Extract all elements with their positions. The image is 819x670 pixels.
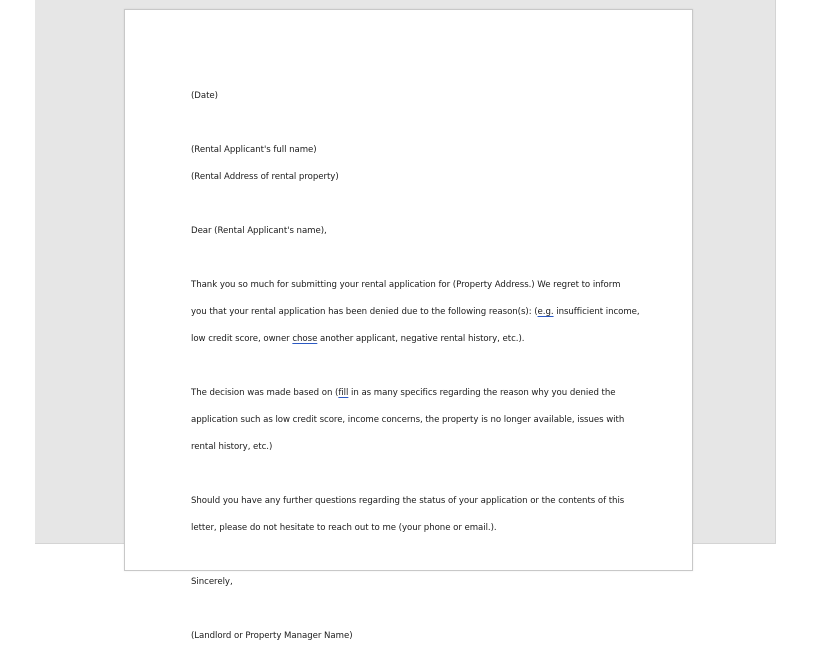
p1-l3-before: low credit score, owner xyxy=(191,333,293,344)
document-workspace[interactable] xyxy=(35,0,776,641)
p1-l3-after: another applicant, negative rental history, etc.). xyxy=(317,333,525,344)
paragraph-3-line-2: letter, please do not hesitate to reach out to me (your phone or email.). xyxy=(191,522,497,533)
grammar-flag-eg[interactable]: e.g. xyxy=(537,306,554,317)
p1-l2-after: insufficient income, xyxy=(553,306,640,317)
paragraph-1 xyxy=(191,265,641,360)
paragraph-2 xyxy=(191,373,641,468)
grammar-flag-chose[interactable]: chose xyxy=(292,333,318,344)
recipient-block xyxy=(191,130,641,198)
paragraph-2-line-1 xyxy=(191,387,641,401)
p1-l2-before: you that your rental application has been denied due to the following reason(s): ( xyxy=(191,306,538,317)
paragraph-1-line-2 xyxy=(191,306,641,320)
recipient-address: (Rental Address of rental property) xyxy=(191,171,339,182)
paragraph-3 xyxy=(191,481,641,549)
signature-text: (Landlord or Property Manager Name) xyxy=(191,630,353,641)
salutation xyxy=(191,211,641,252)
p2-l1-after: in as many specifics regarding the reason why you denied the xyxy=(348,387,616,398)
paragraph-2-line-2: application such as low credit score, income concerns, the property is no longer available, issues with xyxy=(191,414,625,425)
paragraph-1-line-3 xyxy=(191,333,641,347)
date-text: (Date) xyxy=(191,90,218,101)
document-page[interactable] xyxy=(124,9,693,641)
salutation-text: Dear (Rental Applicant's name), xyxy=(191,225,327,236)
date-line xyxy=(191,76,641,117)
closing-text: Sincerely, xyxy=(191,576,233,587)
paragraph-3-line-1: Should you have any further questions regarding the status of your application or the contents of this xyxy=(191,495,625,506)
letter-body[interactable] xyxy=(191,76,641,670)
grammar-flag-fill[interactable]: fill xyxy=(338,387,349,398)
recipient-name: (Rental Applicant's full name) xyxy=(191,144,317,155)
signature xyxy=(191,616,641,657)
closing xyxy=(191,562,641,603)
paragraph-1-line-1: Thank you so much for submitting your rental application for (Property Address.) We regret to inform xyxy=(191,279,621,290)
paragraph-2-line-3: rental history, etc.) xyxy=(191,441,273,452)
p2-l1-before: The decision was made based on ( xyxy=(191,387,339,398)
